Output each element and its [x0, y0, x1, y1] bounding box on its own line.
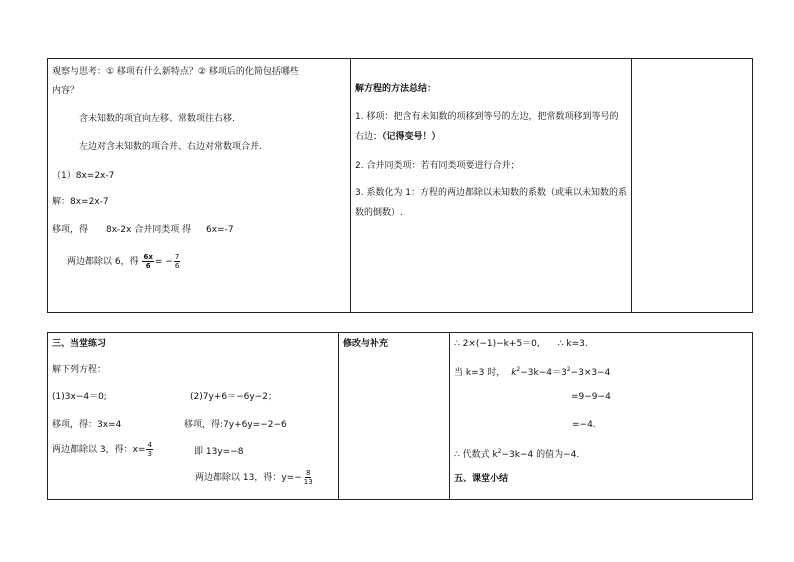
result-line: =−4. [572, 420, 596, 430]
observe-question-cont: 内容？ [52, 86, 80, 96]
practice-heading: 三、当堂练习 [52, 339, 107, 349]
conclusion-line: ∴ 代数式 $k^2-3k-4$ 的值为−4. [454, 448, 580, 460]
problem-1-move: 移项，得：3x=4 [52, 420, 122, 430]
summary-heading: 五、课堂小结 [454, 474, 509, 484]
step-3-line2: 数的倒数）. [355, 208, 403, 218]
top-cell-right [631, 58, 753, 313]
step-1-note: （记得变号！） [382, 132, 441, 142]
example-solve: 解：8x=2x-7 [52, 197, 109, 207]
observe-question: 观察与思考：① 移项有什么新特点？② 移项后的化简包括哪些 [52, 67, 299, 77]
rule-move: 含未知数的项宜向左移、常数项往右移. [79, 114, 235, 124]
fraction-6x-over-6: $\frac{6x}{6}$ [143, 253, 153, 270]
fraction-8-over-13: $\frac{8}{13}$ [303, 469, 313, 486]
example-divide [67, 252, 181, 272]
rule-combine: 左边对含未知数的项合并、右边对常数项合并. [79, 142, 262, 152]
fraction-7-over-6: $\frac{7}{6}$ [174, 253, 180, 270]
divide-label: 两边都除以 6，得 [67, 257, 139, 267]
solve-k-line: ∴ 2×(−1)−k+5＝0, ∴ k=3. [454, 339, 588, 349]
equals-minus: = − [154, 257, 173, 267]
problem-1-divide: 两边都除以 3，得：x= $\frac{4}{3}$ [52, 441, 152, 458]
step-2: 2. 合并同类项：若有同类项要进行合并； [355, 161, 520, 171]
problem-2-combine: 即 13y=−8 [194, 447, 244, 457]
top-cell-middle [350, 58, 632, 313]
revise-heading: 修改与补充 [343, 339, 389, 349]
problem-2-divide: 两边都除以 13，得：y=− $\frac{8}{13}$ [195, 469, 313, 486]
evaluate-line: =9−9−4 [571, 392, 611, 402]
example-move-result: 6x=-7 [206, 225, 234, 235]
step-1-line1: 1. 移项：把含有未知数的项移到等号的左边，把常数项移到等号的 [355, 112, 619, 122]
problem-2-move: 移项，得:7y+6y=−2−6 [184, 420, 287, 430]
practice-instruction: 解下列方程： [52, 365, 107, 375]
top-cell-left [47, 58, 351, 313]
bottom-cell-middle [338, 332, 450, 500]
example-equation: （1）8x=2x-7 [52, 171, 115, 181]
problem-1-equation: (1)3x−4＝0; [52, 392, 107, 402]
fraction-4-over-3: $\frac{4}{3}$ [147, 441, 152, 458]
example-move-expr: 8x-2x 合并同类项 得 [106, 225, 192, 235]
method-summary-heading: 解方程的方法总结： [355, 84, 437, 94]
substitute-k-line: 当 k=3 时， $k^2-3k-4=3^2-3\times 3-4$ [454, 366, 611, 378]
step-3-line1: 3. 系数化为 1：方程的两边都除以未知数的系数（或乘以未知数的系 [355, 188, 628, 198]
example-move-label: 移项，得 [52, 225, 89, 235]
problem-2-equation: (2)7y+6＝−6y−2； [190, 392, 277, 402]
step-1-line2: 右边；（记得变号！） [355, 132, 441, 142]
